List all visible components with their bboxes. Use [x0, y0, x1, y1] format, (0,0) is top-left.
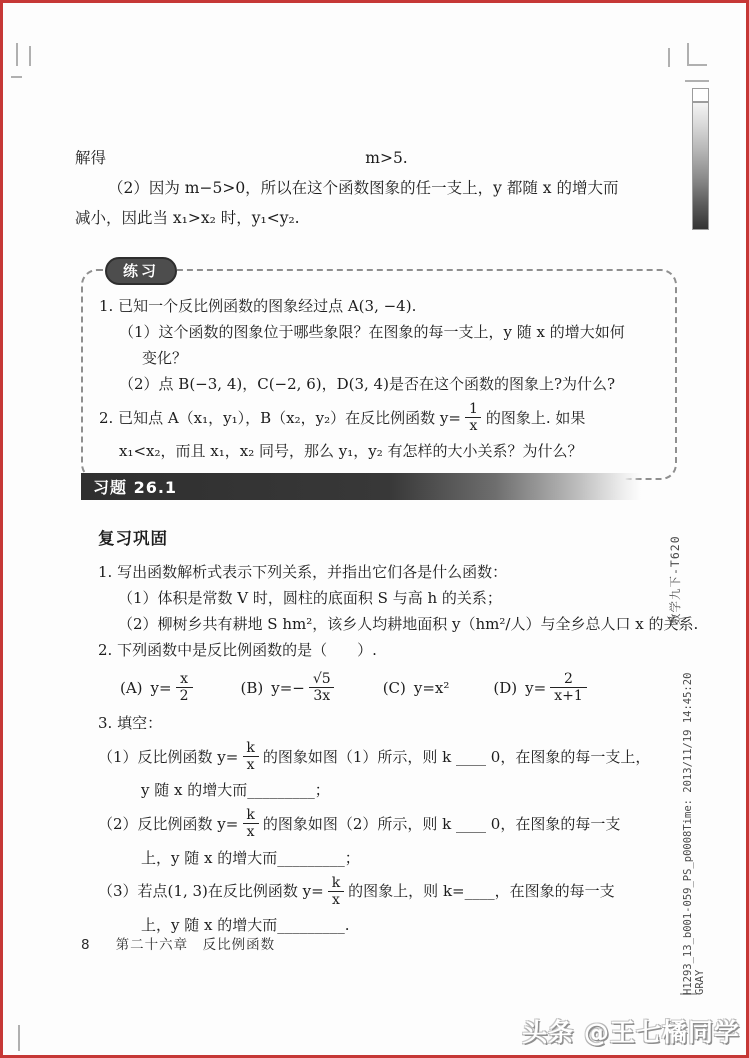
fraction-numerator: 2	[564, 671, 573, 687]
fraction-numerator: k	[246, 807, 255, 824]
print-job-info	[682, 672, 706, 995]
option-a	[120, 671, 197, 704]
chapter-title: 第二十六章 反比例函数	[115, 937, 276, 953]
question-3-sub1	[98, 740, 676, 773]
fraction-numerator: 1	[468, 401, 478, 417]
page-footer	[81, 933, 275, 953]
practice-exercise-box	[81, 262, 677, 480]
fraction	[465, 401, 482, 434]
fraction	[309, 671, 335, 704]
fraction-numerator: √5	[312, 671, 331, 687]
crop-mark	[29, 46, 31, 66]
option-c-label: (C)	[382, 678, 406, 697]
page-number: 8	[81, 937, 90, 953]
solution-paragraph	[75, 143, 667, 233]
paragraph-line: （2）因为 m−5>0，所以在这个函数图象的任一支上，y 都随 x 的增大而	[108, 179, 619, 197]
question-3-sub2	[98, 807, 676, 840]
practice-item-1-sub1-cont: 变化？	[142, 349, 188, 367]
option-b-formula-pre: y=−	[271, 678, 305, 697]
solution-line	[75, 143, 667, 173]
q3-sub2-pre: （2）反比例函数 y=	[98, 814, 239, 833]
fraction-denominator: x	[243, 756, 259, 773]
solution-formula: m>5.	[365, 149, 408, 167]
option-d	[493, 671, 590, 704]
q3-sub3-pre: （3）若点(1, 3)在反比例函数 y=	[98, 882, 324, 901]
crop-mark	[687, 64, 707, 66]
option-d-formula-pre: y=	[525, 678, 547, 697]
fraction	[242, 807, 258, 840]
print-color-mode: GRAY	[694, 969, 706, 995]
practice-item-1: 1. 已知一个反比例函数的图象经过点 A(3, −4).	[99, 297, 417, 315]
practice-item-1-sub1: （1）这个函数的图象位于哪些象限？在图象的每一支上，y 随 x 的增大如何	[119, 323, 625, 341]
practice-item-1-sub2: （2）点 B(−3, 4)，C(−2, 6)，D(3, 4)是否在这个函数的图象上?为什么?	[119, 375, 616, 393]
crop-mark	[18, 1025, 20, 1051]
fraction-denominator: x	[328, 891, 344, 908]
practice-item-2-pre: 2. 已知点 A（x₁，y₁），B（x₂，y₂）在反比例函数 y=	[99, 408, 461, 427]
fraction-denominator: x	[243, 823, 259, 840]
practice-item-2-post: 的图象上. 如果	[485, 408, 586, 427]
crop-mark	[11, 76, 22, 78]
question-3-sub3-cont: 上，y 随 x 的增大而_________.	[141, 915, 350, 934]
option-c	[383, 679, 450, 697]
option-c-formula: y=x²	[413, 678, 450, 697]
fraction-numerator: k	[246, 740, 255, 757]
crop-mark	[668, 48, 670, 67]
question-1-sub1: （1）体积是常数 V 时，圆柱的底面积 S 与高 h 的关系；	[118, 589, 502, 607]
option-d-label: (D)	[493, 678, 518, 697]
option-b-label: (B)	[240, 678, 264, 697]
print-job-line: H1293_13_b001-059_PS_p0008Time: 2013/11/19 14:45:20	[682, 672, 694, 995]
q3-sub3-post: 的图象上，则 k=____，在图象的每一支	[348, 882, 615, 901]
exercise-set-title: 习题 26.1	[93, 478, 178, 497]
q3-sub1-pre: （1）反比例函数 y=	[98, 747, 239, 766]
grayscale-calibration-box	[692, 88, 709, 102]
question-3: 3. 填空：	[98, 714, 163, 733]
grayscale-calibration-strip	[692, 102, 709, 230]
fraction-denominator: x	[465, 417, 481, 434]
option-a-formula-pre: y=	[150, 678, 172, 697]
fraction-denominator: x+1	[550, 687, 587, 704]
option-a-label: (A)	[120, 678, 143, 697]
fraction	[550, 671, 587, 704]
fraction-denominator: 2	[176, 687, 193, 704]
question-1-sub2: （2）柳树乡共有耕地 S hm²，该乡人均耕地面积 y（hm²/人）与全乡总人口 x 的关系.	[118, 615, 699, 633]
question-2: 2. 下列函数中是反比例函数的是（ ）.	[98, 641, 377, 659]
practice-item-2-cont: x₁<x₂，而且 x₁，x₂ 同号，那么 y₁，y₂ 有怎样的大小关系？为什么？	[119, 442, 583, 461]
question-3-sub2-cont: 上，y 随 x 的增大而_________；	[141, 848, 360, 867]
question-1: 1. 写出函数解析式表示下列关系，并指出它们各是什么函数：	[98, 563, 508, 581]
paragraph-line: 减小，因此当 x₁>x₂ 时，y₁<y₂.	[75, 209, 300, 227]
q3-sub2-post: 的图象如图（2）所示，则 k ____ 0，在图象的每一支	[262, 814, 621, 833]
question-2-options	[120, 671, 676, 704]
review-heading: 复习巩固	[98, 529, 168, 548]
crop-mark	[685, 80, 709, 82]
fraction	[176, 671, 193, 704]
crop-mark	[16, 43, 18, 66]
exercise-set-banner	[81, 473, 641, 500]
fraction-numerator: x	[180, 671, 188, 687]
option-b	[241, 671, 339, 704]
fraction	[328, 875, 344, 908]
crop-mark	[687, 43, 689, 66]
practice-item-2	[99, 401, 661, 434]
q3-sub1-post: 的图象如图（1）所示，则 k ____ 0，在图象的每一支上，	[262, 747, 651, 766]
solution-prefix: 解得	[75, 149, 107, 167]
margin-book-tag: 数学九下-T620	[668, 535, 682, 625]
watermark-text: 头条 @王七橘同学	[522, 1018, 740, 1047]
practice-label-pill: 练习	[105, 257, 177, 285]
fraction-numerator: k	[331, 874, 341, 891]
question-3-sub1-cont: y 随 x 的增大而_________；	[141, 781, 330, 800]
question-3-sub3	[98, 875, 676, 908]
fraction-denominator: 3x	[309, 687, 334, 704]
fraction	[242, 740, 258, 773]
